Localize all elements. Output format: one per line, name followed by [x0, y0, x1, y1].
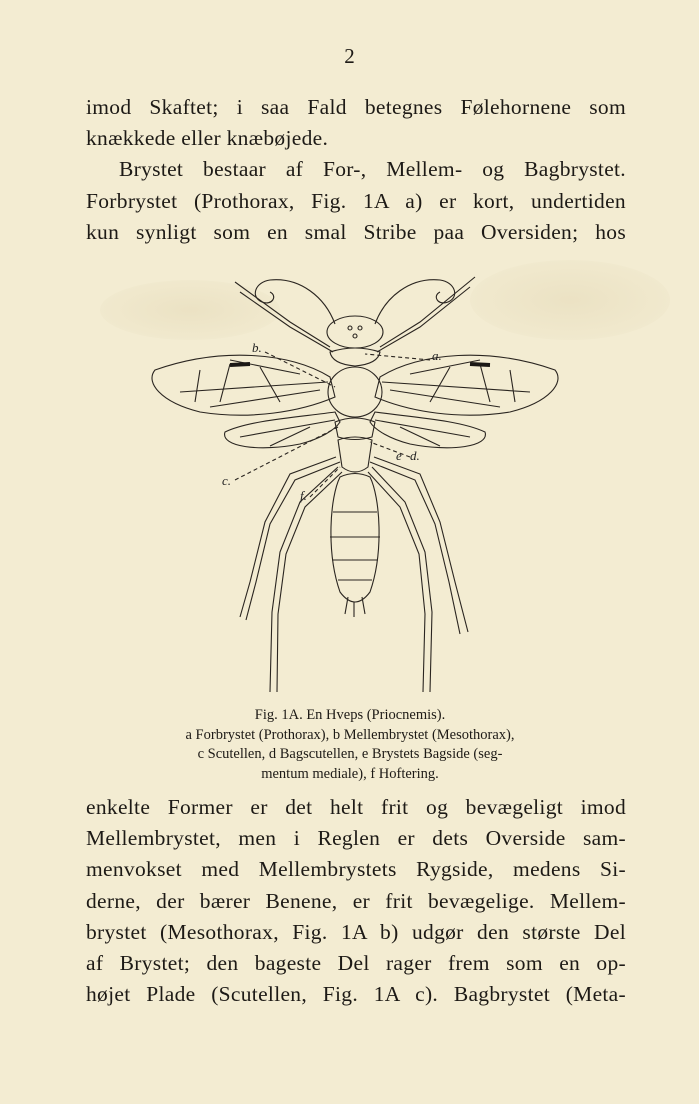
right-forewing	[375, 355, 558, 415]
text-line: kun synligt som en smal Stribe paa Oversiden; hos	[86, 219, 626, 244]
label-a: a.	[432, 348, 442, 363]
figure-caption	[120, 706, 580, 784]
caption-line: a Forbrystet (Prothorax), b Mellembrystet (Mesothorax),	[185, 726, 515, 743]
caption-title: Fig. 1A. En Hveps (Priocnemis).	[254, 707, 446, 723]
paragraph-top	[86, 92, 626, 248]
text-line: Brystet bestaar af For-, Mellem- og Bagbrystet.	[119, 157, 626, 182]
wasp-figure	[140, 252, 570, 702]
text-line: brystet (Mesothorax, Fig. 1A b) udgør den største Del	[86, 919, 626, 944]
label-d: d.	[410, 448, 420, 463]
right-antenna	[375, 280, 455, 324]
text-line: menvokset med Mellembrystets Rygside, medens Si-	[86, 857, 626, 882]
label-e: e	[396, 448, 402, 463]
wasp-illustration	[140, 252, 570, 702]
text-line: Mellembrystet, men i Reglen er dets Overside sam-	[86, 826, 626, 851]
abdomen	[331, 474, 379, 603]
text-line: imod Skaftet; i saa Fald betegnes Følehornene som	[86, 95, 626, 119]
head	[327, 316, 383, 348]
text-line: knækkede eller knæbøjede.	[86, 126, 329, 151]
right-hind-leg	[372, 467, 432, 692]
scutellum	[335, 418, 375, 440]
text-line: af Brystet; den bageste Del rager frem som en op-	[86, 951, 626, 976]
text-line: derne, der bærer Benene, er frit bevægelige. Mellem-	[86, 888, 626, 913]
text-line: højet Plade (Scutellen, Fig. 1A c). Bagbrystet (Meta-	[86, 982, 626, 1007]
paragraph-bottom	[86, 792, 626, 1010]
label-f: f.	[300, 488, 307, 503]
caption-line: c Scutellen, d Bagscutellen, e Brystets Bagside (seg-	[197, 746, 503, 762]
caption-line: mentum mediale), f Hoftering.	[261, 765, 439, 782]
left-middle-leg	[240, 457, 336, 617]
propodeum	[338, 437, 372, 472]
label-c: c.	[222, 473, 232, 488]
text-line: enkelte Former er det helt frit og bevægeligt imod	[86, 795, 626, 819]
text-line: Forbrystet (Prothorax, Fig. 1A a) er kort, undertiden	[86, 188, 626, 213]
label-b: b.	[252, 340, 262, 355]
page-number: 2	[344, 44, 355, 68]
left-antenna	[255, 280, 335, 324]
prothorax	[330, 348, 380, 366]
mesothorax	[328, 367, 382, 417]
